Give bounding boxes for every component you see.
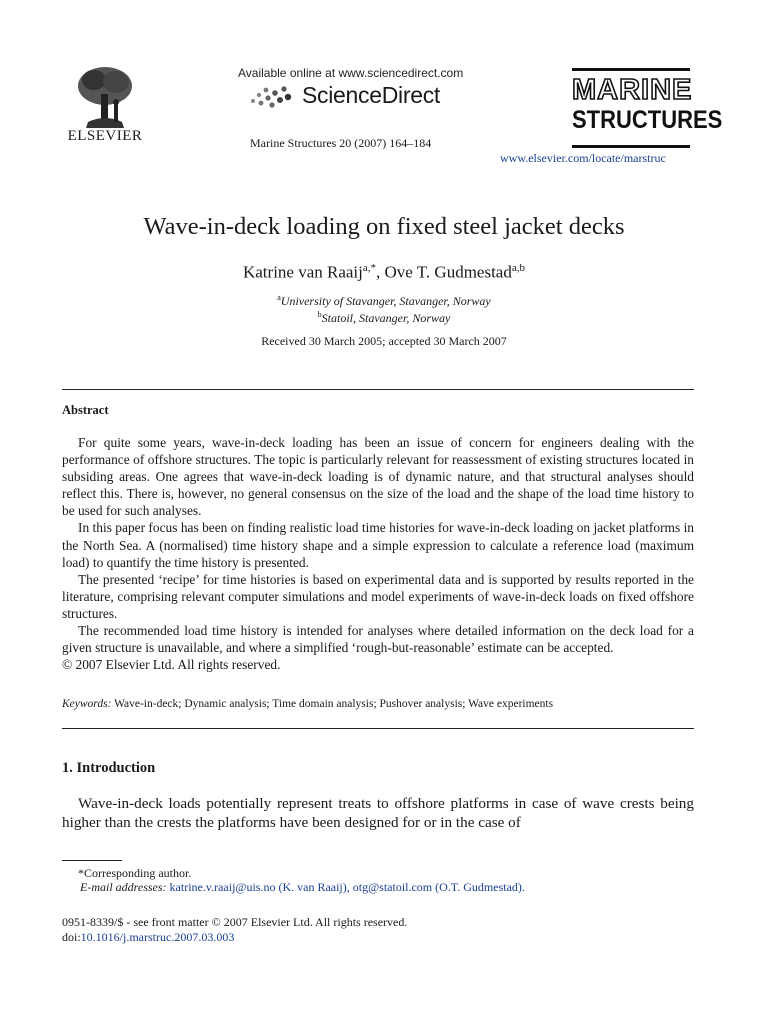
journal-logo-line1: MARINE [572,74,693,106]
affiliation-label: a [277,293,281,302]
sciencedirect-logo [250,82,440,109]
journal-logo-line2: STRUCTURES [572,105,723,134]
affiliation [0,310,768,326]
article-dates: Received 30 March 2005; accepted 30 March 2007 [261,334,507,348]
divider [62,389,694,390]
journal-url-link[interactable]: www.elsevier.com/locate/marstruc [500,151,666,165]
abstract-heading: Abstract [62,403,109,417]
abstract-copyright: © 2007 Elsevier Ltd. All rights reserved. [62,657,281,673]
section-heading: 1. Introduction [62,760,156,776]
journal-reference: Marine Structures 20 (2007) 164–184 [250,136,432,150]
author-superscript: a,b [511,262,525,274]
author-name: Katrine van Raaij [242,262,363,282]
author-superscript: a,* [362,262,377,274]
doi-link[interactable]: 10.1016/j.marstruc.2007.03.003 [80,930,235,944]
footnote-rule [62,860,122,861]
sciencedirect-dots-icon [250,84,294,108]
elsevier-logo [60,64,150,152]
front-matter: 0951-8339/$ - see front matter © 2007 Elsevier Ltd. All rights reserved. [62,915,408,929]
email-link[interactable]: katrine.v.raaij@uis.no (K. van Raaij), [166,880,353,894]
footnote-emails [80,880,525,895]
affiliation-label: b [317,310,322,319]
footnote-corresponding: *Corresponding author. [78,866,192,880]
keywords-list: Wave-in-deck; Dynamic analysis; Time domain analysis; Pushover analysis; Wave experiments [111,698,554,710]
abstract-paragraph: The presented ‘recipe’ for time histories is based on experimental data and is supported by results reported in the literature, comprising relevant computer simulations and model experiments of wave-in-deck loads on fixed offshore structures. [62,571,694,621]
elsevier-tree-icon [74,64,136,130]
keywords [62,698,553,710]
publisher-name: ELSEVIER [67,128,143,144]
abstract-paragraph: In this paper focus has been on finding realistic load time histories for wave-in-deck loading on jacket platforms in the North Sea. A (normalised) time history shape and a simple expression to calculate a reference load (maximum load) to quantify the time history is presented. [62,520,694,570]
keywords-label: Keywords: [62,698,112,710]
abstract-paragraph: The recommended load time history is intended for analyses where detailed information on the deck load for a given structure is unavailable, and where a simplified ‘rough-but-reasonable’ estimate can be accepted. [62,623,694,656]
author-separator: , [376,262,385,282]
affiliation [0,293,768,309]
available-online-text: Available online at www.sciencedirect.com [238,66,464,80]
doi-line [62,930,234,945]
email-link[interactable]: otg@statoil.com (O.T. Gudmestad). [352,880,525,894]
affiliation-text: University of Stavanger, Stavanger, Norway [280,294,491,308]
sciencedirect-wordmark: ScienceDirect [302,82,440,108]
article-title: Wave-in-deck loading on fixed steel jacket decks [143,213,625,240]
doi-prefix: doi: [62,930,81,944]
affiliation-text: Statoil, Stavanger, Norway [321,311,451,325]
author-list [0,262,768,283]
abstract-body [62,434,694,673]
abstract-paragraph: For quite some years, wave-in-deck loading has been an issue of concern for engineers dealing with the performance of offshore structures. The topic is particularly relevant for reassessment of existing structures located in subsiding areas. One agrees that wave-in-deck loading is of dynamic nature, and that structural analyses should reflect this. There is, however, no general consensus on the size of the load and the shape of the load time history to be used for such analyses. [62,435,694,519]
author-name: Ove T. Gudmestad [384,262,512,282]
email-label: E-mail addresses: [80,880,167,894]
divider [62,728,694,729]
journal-logo [572,68,723,148]
section-text: Wave-in-deck loads potentially represent treats to offshore platforms in case of wave crests being higher than the crests the platforms have been designed for or in the case of [62,795,694,831]
